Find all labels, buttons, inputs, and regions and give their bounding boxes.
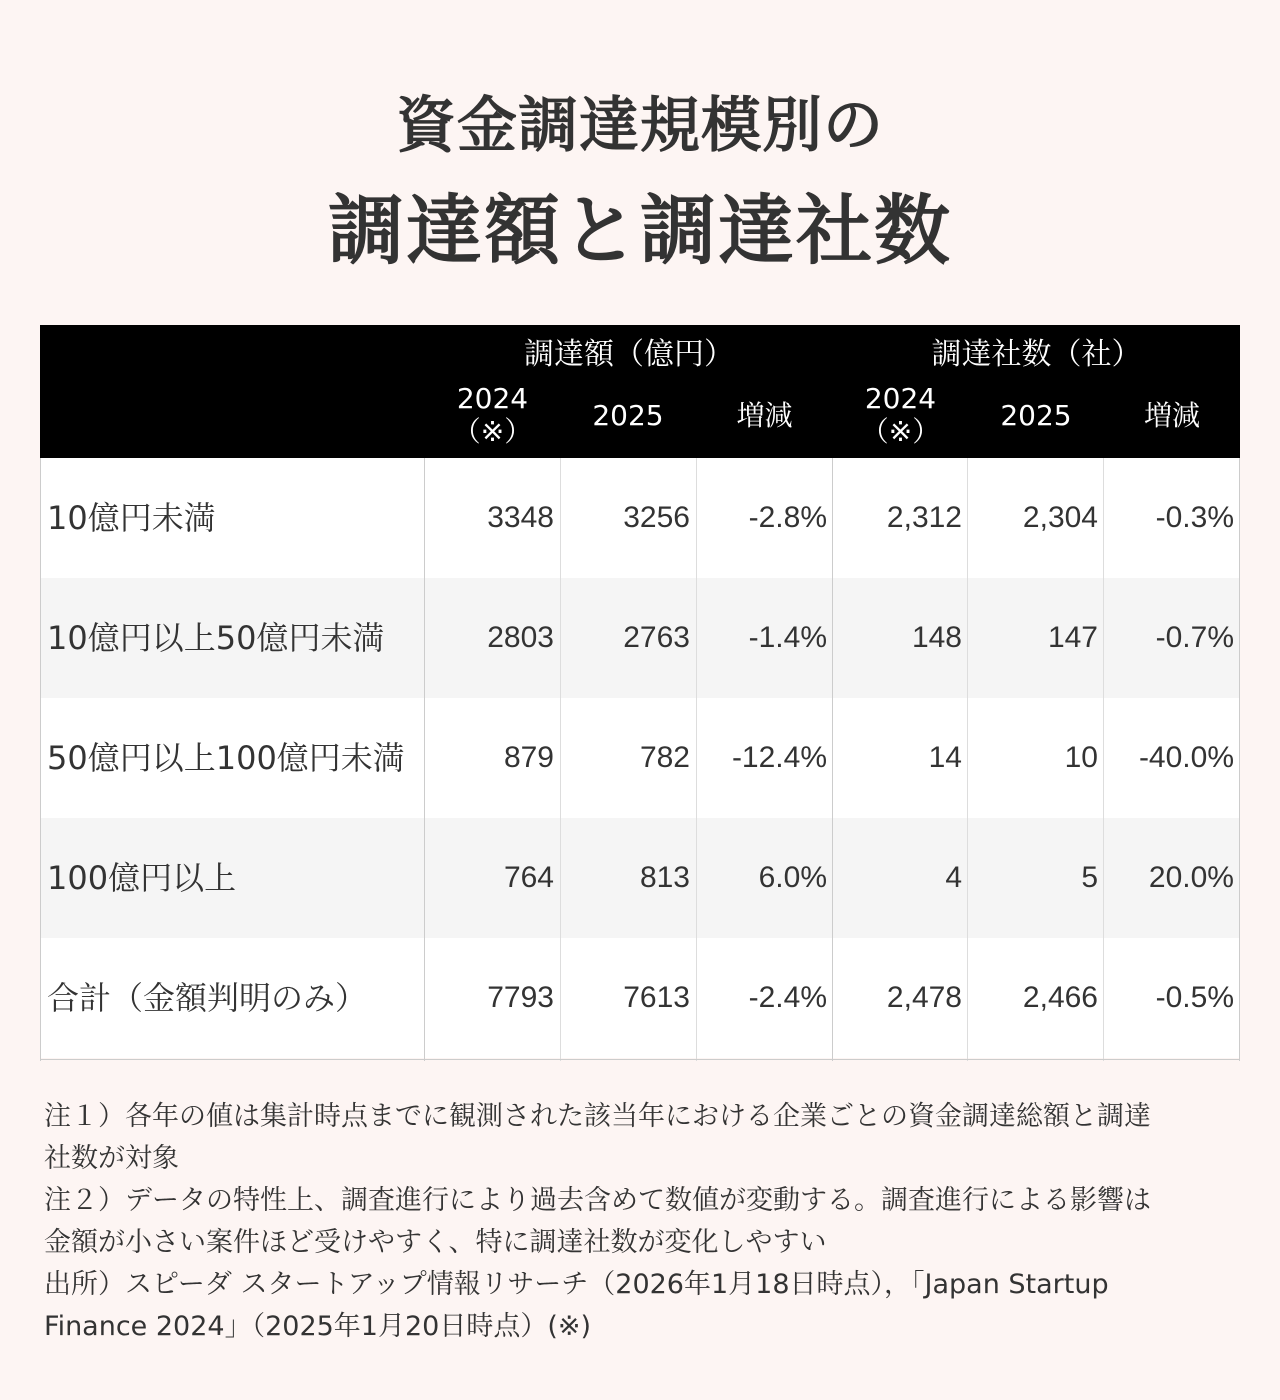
table-cell: -2.8% [748, 501, 827, 534]
table-cell: 2,466 [1022, 981, 1098, 1014]
column-divider [696, 458, 697, 1061]
table-cell: 14 [928, 741, 962, 774]
note-line: 出所）スピーダ スタートアップ情報リサーチ（2026年1月18日時点），「Japan Startup [44, 1269, 1109, 1300]
data-table [40, 325, 1240, 1058]
table-cell: 3348 [487, 501, 554, 534]
column-divider [1239, 458, 1240, 1061]
table-row [40, 458, 1240, 578]
table-cell: 20.0% [1148, 861, 1234, 894]
column-header [833, 379, 968, 451]
table-header [40, 325, 1240, 458]
table-cell: 2,312 [886, 501, 962, 534]
table-cell: 4 [945, 861, 962, 894]
table-cell: -0.7% [1155, 621, 1234, 654]
note-line: 社数が対象 [44, 1143, 179, 1174]
column-header-year: 2024 [456, 382, 529, 415]
table-cell: 879 [503, 741, 554, 774]
column-header-year: 2025 [592, 398, 664, 432]
table-cell: 2763 [623, 621, 690, 654]
column-header-note: （※） [452, 415, 533, 448]
table-cell: 764 [503, 861, 554, 894]
group-header-companies: 調達社数（社） [931, 337, 1142, 372]
table-cell: 3256 [623, 501, 690, 534]
table-cell: 5 [1081, 861, 1098, 894]
note-line: 注２）データの特性上、調査進行により過去含めて数値が変動する。調査進行による影響は [44, 1185, 1151, 1216]
table-cell: 147 [1047, 621, 1098, 654]
group-header-amount: 調達額（億円） [524, 337, 734, 372]
column-header-year: 増減 [736, 398, 793, 432]
table-cell: -12.4% [731, 741, 827, 774]
column-header-year: 2024 [864, 382, 937, 415]
table-row [40, 818, 1240, 938]
table-cell: 2,478 [886, 981, 962, 1014]
column-header-year: 増減 [1143, 398, 1200, 432]
row-label: 50億円以上100億円未満 [47, 739, 405, 777]
note-line: Finance 2024」（2025年1月20日時点）(※) [44, 1311, 592, 1342]
table-bottom-border [40, 1059, 1240, 1060]
column-header [1104, 379, 1240, 451]
table-cell: 7613 [623, 981, 690, 1014]
row-label: 10億円未満 [47, 499, 216, 537]
footnotes [44, 1096, 1244, 1348]
column-header [696, 379, 833, 451]
column-header-year: 2025 [1000, 398, 1072, 432]
table-cell: -2.4% [748, 981, 827, 1014]
column-divider [967, 458, 968, 1061]
column-divider [40, 458, 41, 1061]
column-divider [560, 458, 561, 1061]
table-row [40, 938, 1240, 1058]
table-row [40, 578, 1240, 698]
table-cell: 148 [911, 621, 962, 654]
table-cell: -1.4% [748, 621, 827, 654]
column-divider [832, 458, 833, 1061]
column-header [968, 379, 1104, 451]
table-cell: 6.0% [758, 861, 827, 894]
row-label: 10億円以上50億円未満 [47, 619, 385, 657]
column-divider [1103, 458, 1104, 1061]
table-cell: 10 [1064, 741, 1098, 774]
table-cell: -0.5% [1155, 981, 1234, 1014]
table-cell: 2803 [487, 621, 554, 654]
table-row [40, 698, 1240, 818]
column-header [560, 379, 696, 451]
column-divider [424, 458, 425, 1061]
row-label: 合計（金額判明のみ） [47, 979, 368, 1017]
table-cell: 813 [639, 861, 690, 894]
chart-title-line2: 調達額と調達社数 [328, 186, 952, 275]
row-label: 100億円以上 [47, 859, 237, 897]
table-cell: -0.3% [1155, 501, 1234, 534]
note-line: 金額が小さい案件ほど受けやすく、特に調達社数が変化しやすい [44, 1227, 827, 1258]
table-cell: 782 [639, 741, 690, 774]
note-line: 注１）各年の値は集計時点までに観測された該当年における企業ごとの資金調達総額と調達 [44, 1101, 1151, 1132]
table-cell: 7793 [487, 981, 554, 1014]
table-cell: -40.0% [1138, 741, 1234, 774]
column-header [425, 379, 560, 451]
column-header-note: （※） [860, 415, 941, 448]
chart-title-line1: 資金調達規模別の [396, 91, 884, 161]
table-cell: 2,304 [1022, 501, 1098, 534]
